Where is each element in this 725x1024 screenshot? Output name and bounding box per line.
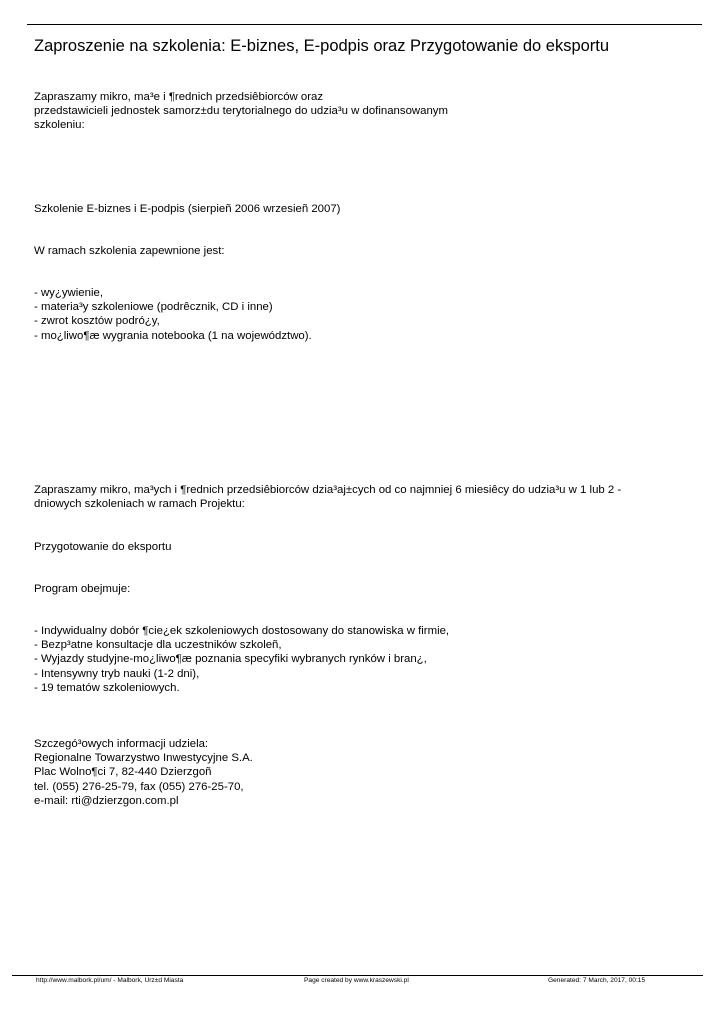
list-item: - Wyjazdy studyjne-mo¿liwo¶æ poznania specyfiki wybranych rynków i bran¿, <box>34 653 427 666</box>
program-heading: Program obejmuje: <box>34 583 131 595</box>
footer-source: http://www.malbork.pl/um/ - Malbork, Urz±d Miasta <box>36 977 184 984</box>
list-item: - materia³y szkoleniowe (podrêcznik, CD i inne) <box>34 301 273 314</box>
intro-line: Zapraszamy mikro, ma³e i ¶rednich przedsiêbiorców oraz <box>34 91 324 103</box>
intro-line: przedstawicieli jednostek samorz±du terytorialnego do udzia³u w dofinansowanym <box>34 105 448 118</box>
list-item: - mo¿liwo¶æ wygrania notebooka (1 na województwo). <box>34 329 312 342</box>
course-title-ebiznes: Szkolenie E-biznes i E-podpis (sierpieñ 2006 wrzesieñ 2007) <box>34 203 341 215</box>
intro-paragraph-1 <box>34 90 448 133</box>
intro-line: Zapraszamy mikro, ma³ych i ¶rednich przedsiêbiorców dzia³aj±cych od co najmniej 6 miesiêcy do udzia³u w 1 lub 2 - <box>34 484 622 496</box>
list-item: - wy¿ywienie, <box>34 287 103 299</box>
footer-generated: Generated: 7 March, 2017, 00:15 <box>548 977 646 984</box>
list-item: - Bezp³atne konsultacje dla uczestników szkoleñ, <box>34 639 282 652</box>
intro-paragraph-2 <box>34 483 621 511</box>
footer-rule <box>12 975 703 976</box>
intro-line: szkoleniu: <box>34 119 85 132</box>
program-list <box>34 624 449 695</box>
list-item: - Intensywny tryb nauki (1-2 dni), <box>34 667 200 680</box>
contact-info <box>34 737 253 808</box>
contact-line: Regionalne Towarzystwo Inwestycyjne S.A. <box>34 752 253 765</box>
intro-line: dniowych szkoleniach w ramach Projektu: <box>34 498 245 511</box>
footer-credit: Page created by www.kraszewski.pl <box>304 977 409 984</box>
list-item: - 19 tematów szkoleniowych. <box>34 681 180 694</box>
contact-email: e-mail: rti@dzierzgon.com.pl <box>34 794 179 807</box>
top-rule <box>27 24 702 25</box>
list-item: - Indywidualny dobór ¶cie¿ek szkoleniowych dostosowany do stanowiska w firmie, <box>34 625 450 637</box>
contact-line: Szczegó³owych informacji udziela: <box>34 738 209 750</box>
course-benefits-list <box>34 286 312 343</box>
contact-line: Plac Wolno¶ci 7, 82-440 Dzierzgoñ <box>34 766 212 779</box>
course-benefits-heading: W ramach szkolenia zapewnione jest: <box>34 245 225 257</box>
page-title: Zaproszenie na szkolenia: E-biznes, E-podpis oraz Przygotowanie do eksportu <box>34 37 610 55</box>
list-item: - zwrot kosztów podró¿y, <box>34 315 160 328</box>
course-title-export: Przygotowanie do eksportu <box>34 541 172 553</box>
contact-line: tel. (055) 276-25-79, fax (055) 276-25-70, <box>34 780 244 793</box>
